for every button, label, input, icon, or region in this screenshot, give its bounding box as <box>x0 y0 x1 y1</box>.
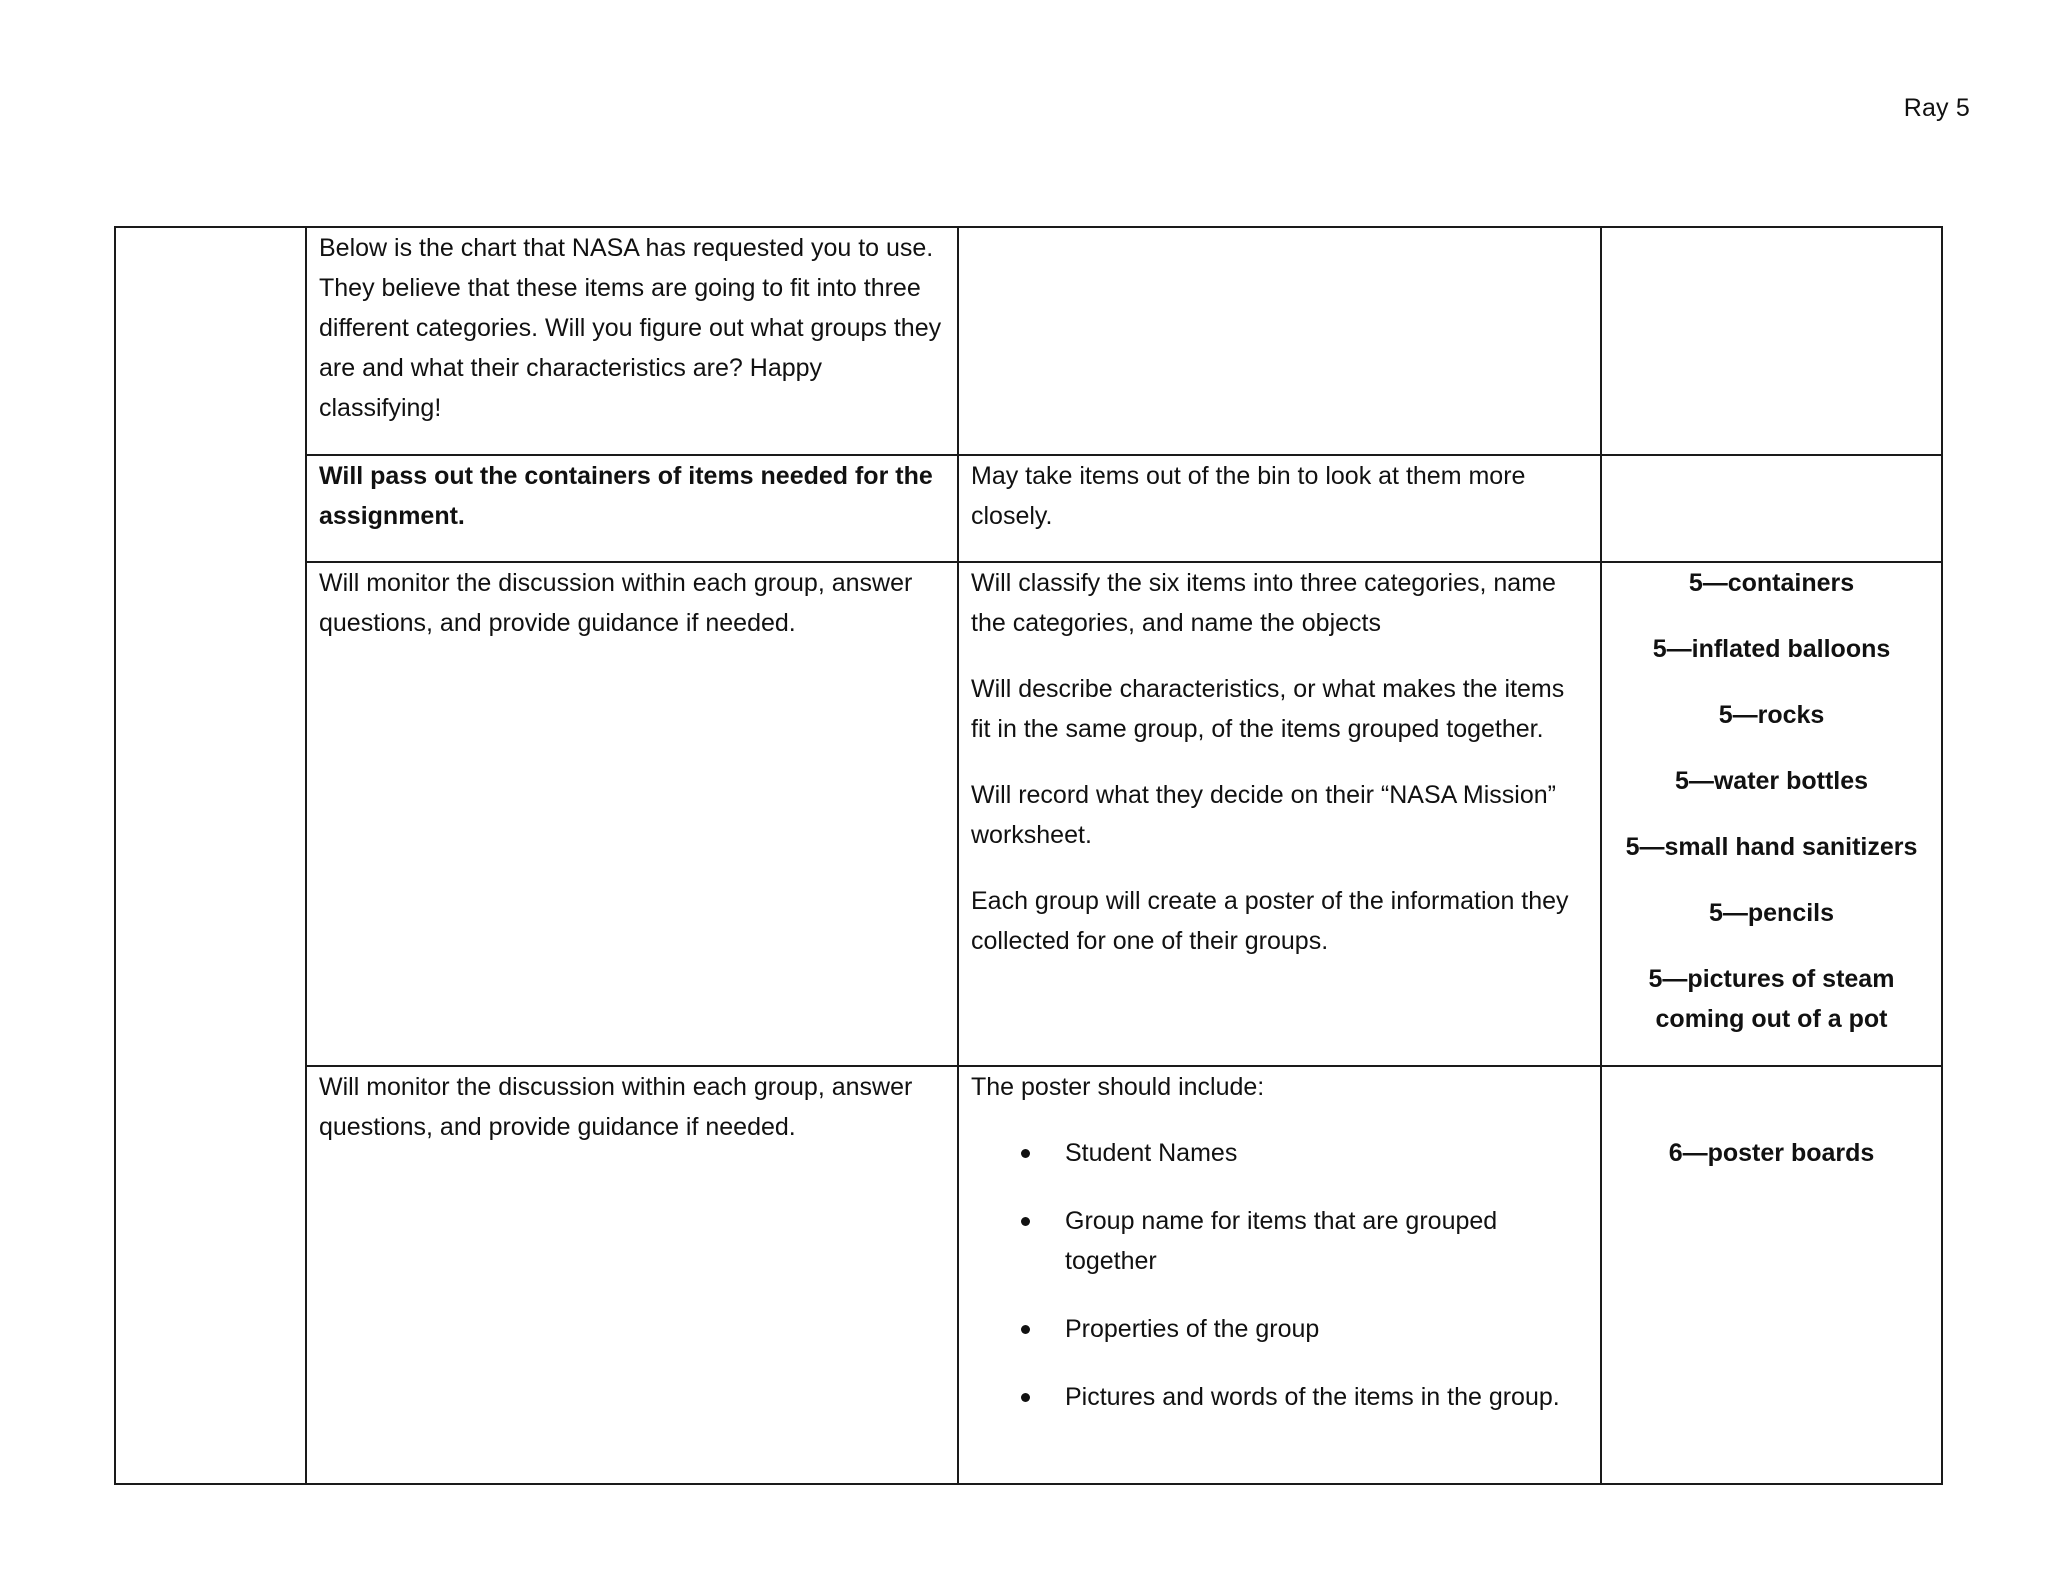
materials-item: 6—poster boards <box>1668 1139 1875 1167</box>
materials-cell <box>1601 455 1942 562</box>
list-item <box>971 1201 1588 1281</box>
teacher-cell <box>306 562 958 1066</box>
list-item-text: Properties of the group <box>1065 1315 1320 1343</box>
materials-cell <box>1601 562 1942 1066</box>
materials-cell <box>1601 1066 1942 1484</box>
teacher-text: Will pass out the containers of items needed for the assignment. <box>319 462 933 530</box>
materials-item: 5—pictures of steam coming out of a pot <box>1648 965 1895 1033</box>
teacher-text: Will monitor the discussion within each group, answer questions, and provide guidance if needed. <box>319 569 913 637</box>
list-item <box>971 1377 1588 1417</box>
student-paragraph: Will record what they decide on their “NASA Mission” worksheet. <box>971 781 1556 849</box>
student-text: May take items out of the bin to look at them more closely. <box>971 462 1526 530</box>
student-cell <box>958 562 1601 1066</box>
materials-item: 5—small hand sanitizers <box>1625 833 1918 861</box>
teacher-text: Below is the chart that NASA has requested you to use. They believe that these items are going to fit into three different categories. Will you figure out what groups they are and what their characteristics are? Happy classifying! <box>319 234 942 422</box>
teacher-text: Will monitor the discussion within each group, answer questions, and provide guidance if needed. <box>319 1073 913 1141</box>
phase-cell <box>115 227 306 1484</box>
teacher-cell <box>306 227 958 455</box>
list-item <box>971 1133 1588 1173</box>
student-cell <box>958 455 1601 562</box>
bullet-icon <box>1021 1149 1030 1158</box>
bullet-icon <box>1021 1393 1030 1402</box>
teacher-cell <box>306 1066 958 1484</box>
student-cell <box>958 227 1601 455</box>
list-item-text: Student Names <box>1065 1139 1238 1167</box>
student-paragraph: Each group will create a poster of the information they collected for one of their groups. <box>971 887 1569 955</box>
lesson-plan-table <box>114 226 1943 1485</box>
materials-item: 5—pencils <box>1708 899 1835 927</box>
student-paragraph: Will classify the six items into three categories, name the categories, and name the objects <box>971 569 1556 637</box>
materials-item: 5—water bottles <box>1674 767 1869 795</box>
table-row <box>115 1066 1942 1484</box>
bullet-icon <box>1021 1217 1030 1226</box>
materials-cell <box>1601 227 1942 455</box>
table-row <box>115 562 1942 1066</box>
list-item <box>971 1309 1588 1349</box>
poster-intro: The poster should include: <box>971 1073 1265 1101</box>
page-number-header: Ray 5 <box>1903 94 1970 122</box>
materials-item: 5—containers <box>1688 569 1855 597</box>
student-cell <box>958 1066 1601 1484</box>
table-row <box>115 455 1942 562</box>
materials-item: 5—rocks <box>1718 701 1825 729</box>
poster-requirements-list <box>971 1133 1588 1417</box>
teacher-cell <box>306 455 958 562</box>
list-item-text: Group name for items that are grouped together <box>1065 1207 1498 1275</box>
bullet-icon <box>1021 1325 1030 1334</box>
student-paragraph: Will describe characteristics, or what makes the items fit in the same group, of the items grouped together. <box>971 675 1565 743</box>
list-item-text: Pictures and words of the items in the group. <box>1065 1383 1560 1411</box>
materials-item: 5—inflated balloons <box>1652 635 1891 663</box>
table-row <box>115 227 1942 455</box>
